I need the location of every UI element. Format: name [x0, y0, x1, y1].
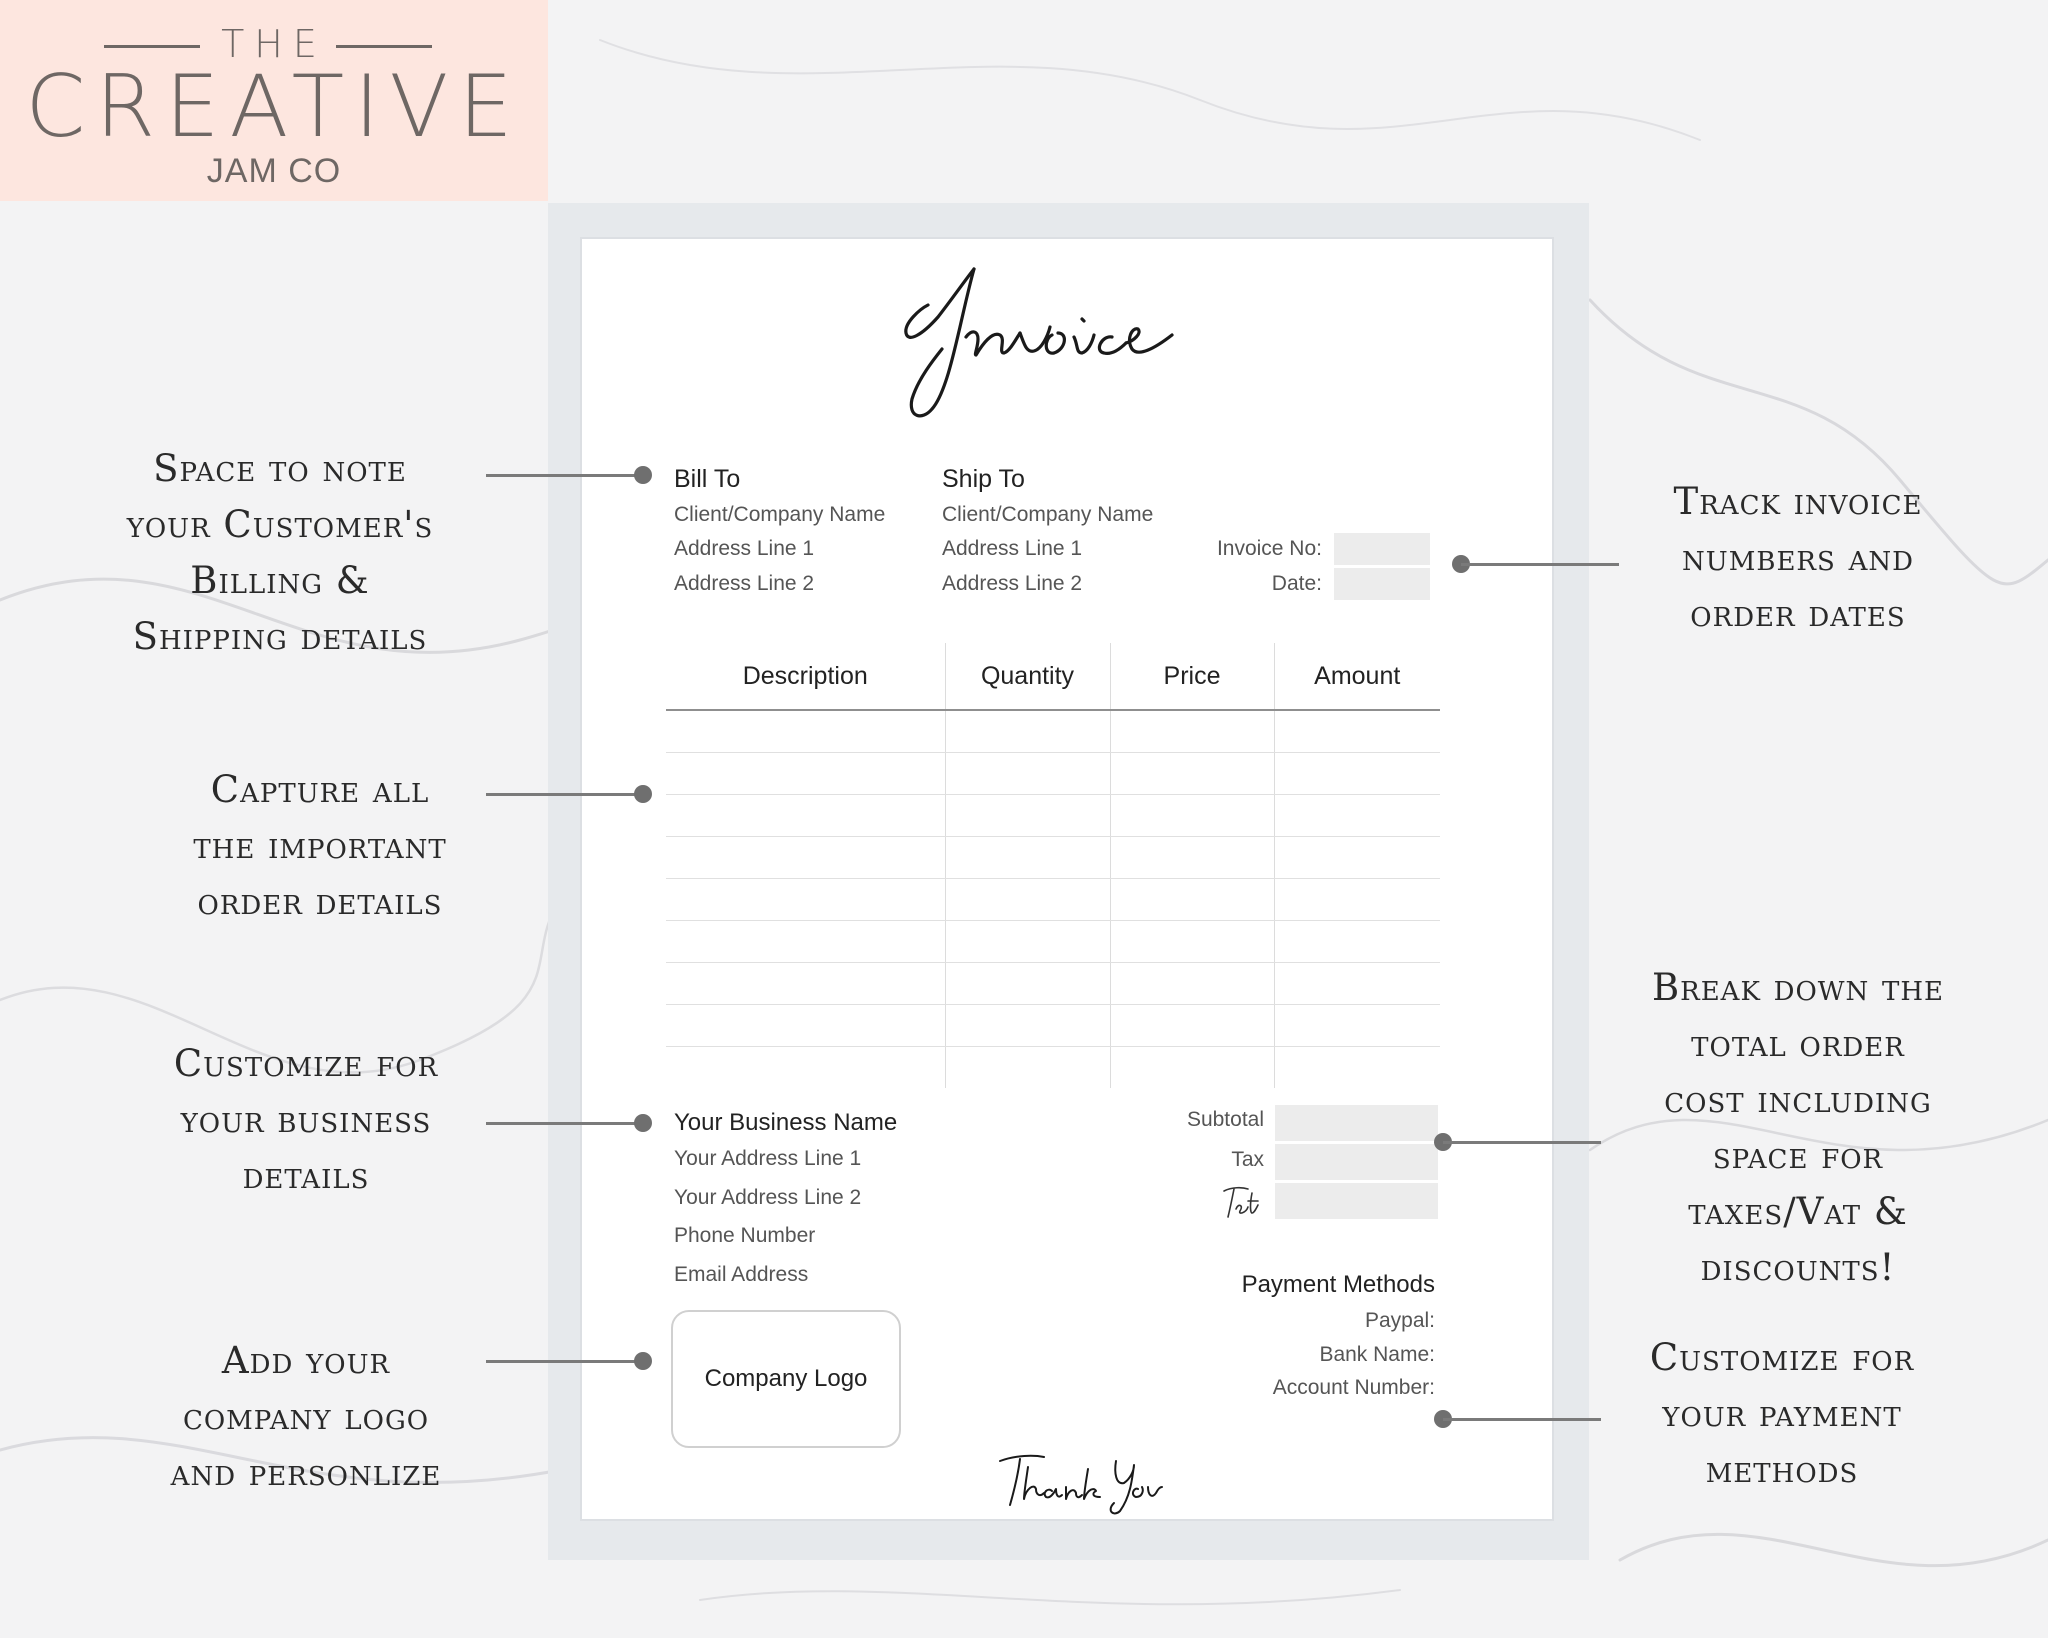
bill-to-heading: Bill To	[674, 465, 741, 493]
table-cell[interactable]	[945, 753, 1110, 795]
table-cell[interactable]	[666, 879, 945, 921]
annotation-line: discounts!	[1700, 1246, 1896, 1289]
brand-creative: CREATIVE	[25, 57, 523, 157]
ship-to-heading: Ship To	[942, 465, 1025, 493]
table-cell[interactable]	[1110, 879, 1274, 921]
total-field[interactable]	[1275, 1183, 1438, 1219]
table-cell[interactable]	[1274, 710, 1440, 753]
line-items-table	[666, 643, 1440, 1088]
annotation-totals	[1598, 960, 1998, 1296]
invoice-script-title	[582, 239, 1552, 439]
annotation-line: the important	[193, 824, 447, 867]
connector-dot-business	[634, 1114, 652, 1132]
connector-billing	[486, 474, 646, 477]
connector-invoice-numbers	[1461, 563, 1619, 566]
table-row	[666, 710, 1440, 753]
table-cell[interactable]	[1110, 795, 1274, 837]
invoice-no-field[interactable]	[1334, 533, 1430, 565]
business-line[interactable]: Email Address	[674, 1263, 809, 1286]
subtotal-field[interactable]	[1275, 1105, 1438, 1141]
ship-to-line[interactable]: Address Line 2	[942, 572, 1083, 595]
table-cell[interactable]	[666, 753, 945, 795]
brand-rule-right	[336, 45, 432, 48]
table-cell[interactable]	[1110, 753, 1274, 795]
table-row	[666, 963, 1440, 1005]
annotation-line: Billing &	[190, 559, 370, 602]
table-cell[interactable]	[945, 1047, 1110, 1089]
brand-jam-co: JAM CO	[206, 152, 342, 190]
annotation-line: Add your	[221, 1339, 391, 1382]
table-cell[interactable]	[1110, 1005, 1274, 1047]
table-cell[interactable]	[666, 837, 945, 879]
bill-to-line[interactable]: Address Line 2	[674, 572, 815, 595]
company-logo-label: Company Logo	[704, 1365, 868, 1392]
annotation-logo	[106, 1333, 506, 1501]
table-cell[interactable]	[666, 710, 945, 753]
annotation-line: Customize for	[173, 1042, 439, 1085]
table-cell[interactable]	[1110, 1047, 1274, 1089]
annotation-line: Space to note	[153, 447, 407, 490]
subtotal-label: Subtotal	[1186, 1108, 1264, 1131]
table-row	[666, 837, 1440, 879]
annotation-line: Break down the	[1651, 966, 1945, 1009]
invoice-no-label: Invoice No:	[1216, 537, 1322, 560]
table-cell[interactable]	[945, 963, 1110, 1005]
ship-to-line[interactable]: Address Line 1	[942, 537, 1083, 560]
payment-line[interactable]: Paypal:	[1364, 1309, 1435, 1332]
table-cell[interactable]	[1274, 753, 1440, 795]
table-cell[interactable]	[1274, 837, 1440, 879]
table-cell[interactable]	[1274, 1005, 1440, 1047]
table-row	[666, 879, 1440, 921]
payment-methods-heading: Payment Methods	[1241, 1271, 1435, 1298]
table-cell[interactable]	[945, 1005, 1110, 1047]
annotation-line: details	[242, 1154, 370, 1197]
table-cell[interactable]	[945, 921, 1110, 963]
table-cell[interactable]	[666, 795, 945, 837]
payment-line[interactable]: Account Number:	[1272, 1376, 1435, 1399]
table-body	[666, 710, 1440, 1088]
bill-to-line[interactable]: Address Line 1	[674, 537, 815, 560]
annotation-line: Customize for	[1649, 1336, 1915, 1379]
annotation-line: total order	[1691, 1022, 1905, 1065]
annotation-payment	[1582, 1330, 1982, 1498]
business-line[interactable]: Your Address Line 1	[674, 1147, 862, 1170]
connector-dot-order	[634, 785, 652, 803]
table-cell[interactable]	[1274, 1047, 1440, 1089]
table-cell[interactable]	[666, 921, 945, 963]
table-cell[interactable]	[1110, 710, 1274, 753]
annotation-invoice-numbers	[1598, 474, 1998, 642]
business-line[interactable]: Your Address Line 2	[674, 1186, 862, 1209]
table-cell[interactable]	[945, 879, 1110, 921]
tax-field[interactable]	[1275, 1144, 1438, 1180]
table-row	[666, 1047, 1440, 1089]
annotation-line: numbers and	[1682, 536, 1914, 579]
annotation-line: Capture all	[210, 768, 430, 811]
table-cell[interactable]	[945, 837, 1110, 879]
connector-totals	[1443, 1141, 1601, 1144]
date-field[interactable]	[1334, 568, 1430, 600]
connector-logo	[486, 1360, 646, 1363]
annotation-line: Track invoice	[1673, 480, 1923, 523]
thank-you-script	[996, 1447, 1166, 1517]
annotation-line: taxes/Vat &	[1688, 1190, 1908, 1233]
connector-dot-logo	[634, 1352, 652, 1370]
table-cell[interactable]	[945, 795, 1110, 837]
connector-payment	[1443, 1418, 1601, 1421]
annotation-business	[106, 1036, 506, 1204]
table-cell[interactable]	[666, 1005, 945, 1047]
connector-order	[486, 793, 646, 796]
annotation-order	[120, 762, 520, 930]
table-cell[interactable]	[1110, 921, 1274, 963]
total-script-label	[1218, 1183, 1264, 1221]
table-header-row	[666, 643, 1440, 710]
table-row	[666, 921, 1440, 963]
table-cell[interactable]	[1274, 795, 1440, 837]
ship-to-line[interactable]: Client/Company Name	[942, 503, 1154, 526]
annotation-line: your payment	[1662, 1392, 1902, 1435]
annotation-line: Shipping details	[132, 615, 428, 658]
connector-dot-billing	[634, 466, 652, 484]
table-cell[interactable]	[666, 963, 945, 1005]
annotation-line: methods	[1705, 1448, 1859, 1491]
column-header-description: Description	[666, 643, 945, 710]
payment-line[interactable]: Bank Name:	[1319, 1343, 1435, 1366]
annotation-line: company logo	[182, 1395, 430, 1438]
annotation-billing	[80, 441, 480, 665]
brand-the: THE	[221, 22, 327, 66]
table-cell[interactable]	[1110, 837, 1274, 879]
table-row	[666, 753, 1440, 795]
invoice-sheet	[582, 239, 1552, 1519]
annotation-line: and personlize	[170, 1451, 442, 1494]
date-label: Date:	[1271, 572, 1322, 595]
annotation-line: order dates	[1690, 592, 1906, 635]
table-row	[666, 1005, 1440, 1047]
table-cell[interactable]	[1274, 963, 1440, 1005]
annotation-line: order details	[197, 880, 443, 923]
business-name[interactable]: Your Business Name	[674, 1109, 898, 1136]
annotation-line: space for	[1712, 1134, 1884, 1177]
company-logo-placeholder[interactable]	[671, 1310, 901, 1448]
annotation-line: your business	[180, 1098, 432, 1141]
business-line[interactable]: Phone Number	[674, 1224, 816, 1247]
column-header-amount: Amount	[1274, 643, 1440, 710]
connector-business	[486, 1122, 646, 1125]
table-row	[666, 795, 1440, 837]
brand-logo	[0, 0, 548, 201]
table-cell[interactable]	[945, 710, 1110, 753]
annotation-line: cost including	[1664, 1078, 1932, 1121]
bill-to-line[interactable]: Client/Company Name	[674, 503, 886, 526]
table-cell[interactable]	[1274, 921, 1440, 963]
tax-label: Tax	[1231, 1148, 1264, 1171]
table-cell[interactable]	[666, 1047, 945, 1089]
table-cell[interactable]	[1274, 879, 1440, 921]
table-cell[interactable]	[1110, 963, 1274, 1005]
column-header-price: Price	[1110, 643, 1274, 710]
column-header-quantity: Quantity	[945, 643, 1110, 710]
annotation-line: your Customer's	[126, 503, 434, 546]
